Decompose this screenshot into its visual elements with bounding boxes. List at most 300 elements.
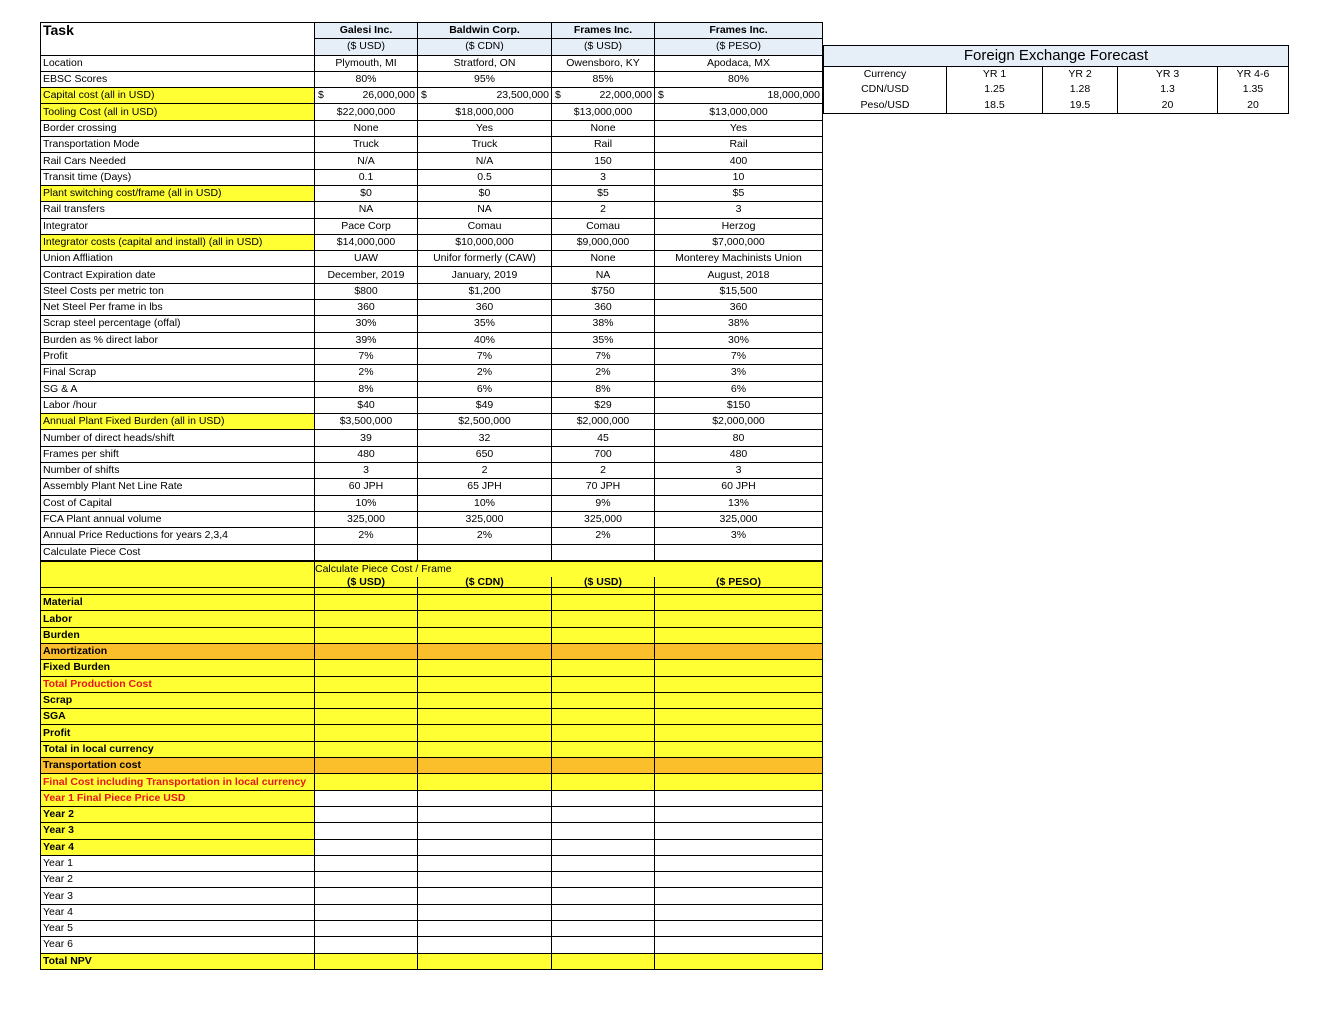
calc-input-cell[interactable] <box>418 660 552 676</box>
table-cell[interactable]: $15,500 <box>655 283 823 299</box>
table-cell[interactable]: $150 <box>655 397 823 413</box>
calc-input-cell[interactable] <box>552 709 655 725</box>
calc-row-label[interactable]: Year 4 <box>41 904 315 920</box>
row-label[interactable]: Rail transfers <box>41 202 315 218</box>
calc-input-cell[interactable] <box>315 937 418 953</box>
calc-row-label[interactable]: Scrap <box>41 692 315 708</box>
table-cell[interactable]: 95% <box>418 71 552 87</box>
calc-input-cell[interactable] <box>315 823 418 839</box>
calc-input-cell[interactable] <box>655 676 823 692</box>
table-cell[interactable]: Yes <box>655 120 823 136</box>
table-cell[interactable]: 10 <box>655 169 823 185</box>
table-cell[interactable]: 2% <box>552 528 655 544</box>
table-cell[interactable]: 360 <box>552 300 655 316</box>
table-cell[interactable]: 2 <box>552 202 655 218</box>
calc-input-cell[interactable] <box>552 904 655 920</box>
table-cell[interactable] <box>655 544 823 561</box>
table-cell[interactable]: 45 <box>552 430 655 446</box>
row-label[interactable]: Steel Costs per metric ton <box>41 283 315 299</box>
table-cell[interactable]: $22,000,000 <box>315 104 418 120</box>
calc-input-cell[interactable] <box>552 888 655 904</box>
forex-header-yr1: YR 1 <box>947 67 1043 83</box>
calc-row-label[interactable]: Profit <box>41 725 315 741</box>
table-row <box>41 267 823 283</box>
row-label[interactable]: Capital cost (all in USD) <box>41 88 315 104</box>
forex-cell[interactable]: 19.5 <box>1043 98 1118 114</box>
cell-value: 26,000,000 <box>362 89 415 102</box>
calc-input-cell[interactable] <box>418 676 552 692</box>
row-label[interactable]: FCA Plant annual volume <box>41 511 315 527</box>
table-cell[interactable]: $800 <box>315 283 418 299</box>
table-cell[interactable]: 65 JPH <box>418 479 552 495</box>
calc-input-cell[interactable] <box>315 676 418 692</box>
table-cell[interactable]: 7% <box>418 348 552 364</box>
calc-input-cell[interactable] <box>315 774 418 790</box>
table-cell[interactable]: 38% <box>655 316 823 332</box>
currency-symbol: $ <box>658 89 664 102</box>
table-cell[interactable]: 7% <box>552 348 655 364</box>
calc-input-cell[interactable] <box>655 758 823 774</box>
calc-input-cell[interactable] <box>552 953 655 969</box>
calc-input-cell[interactable] <box>655 725 823 741</box>
row-label[interactable]: Contract Expiration date <box>41 267 315 283</box>
table-cell[interactable]: None <box>552 120 655 136</box>
calc-input-cell[interactable] <box>655 741 823 757</box>
table-cell[interactable]: $40 <box>315 397 418 413</box>
table-cell[interactable]: 325,000 <box>655 511 823 527</box>
forex-title: Foreign Exchange Forecast <box>824 46 1289 67</box>
calc-input-cell[interactable] <box>315 790 418 806</box>
calc-input-cell[interactable] <box>552 921 655 937</box>
calc-row-label[interactable]: Year 3 <box>41 823 315 839</box>
calc-input-cell[interactable] <box>315 888 418 904</box>
table-cell[interactable]: $29 <box>552 397 655 413</box>
table-cell[interactable]: $0 <box>418 185 552 201</box>
calc-row <box>41 660 823 676</box>
calc-input-cell[interactable] <box>418 627 552 643</box>
calc-input-cell[interactable] <box>552 741 655 757</box>
table-cell[interactable]: 400 <box>655 153 823 169</box>
table-cell[interactable]: 360 <box>418 300 552 316</box>
calc-input-cell[interactable] <box>418 921 552 937</box>
row-label[interactable]: Calculate Piece Cost <box>41 544 315 561</box>
calc-input-cell[interactable] <box>418 839 552 855</box>
table-cell[interactable]: December, 2019 <box>315 267 418 283</box>
calc-input-cell[interactable] <box>655 937 823 953</box>
table-cell[interactable]: Herzog <box>655 218 823 234</box>
calc-input-cell[interactable] <box>418 790 552 806</box>
calc-input-cell[interactable] <box>552 758 655 774</box>
calc-input-cell[interactable] <box>418 758 552 774</box>
row-label[interactable]: Integrator costs (capital and install) (all in USD) <box>41 234 315 250</box>
forex-cell[interactable]: 18.5 <box>947 98 1043 114</box>
calc-input-cell[interactable] <box>552 725 655 741</box>
row-label[interactable]: SG & A <box>41 381 315 397</box>
calc-input-cell[interactable] <box>655 709 823 725</box>
table-cell[interactable]: 10% <box>418 495 552 511</box>
table-cell[interactable]: $0 <box>315 185 418 201</box>
calc-input-cell[interactable] <box>315 595 418 611</box>
table-cell[interactable]: 480 <box>655 446 823 462</box>
forex-header-yr4-6: YR 4-6 <box>1218 67 1289 83</box>
table-cell[interactable]: 0.5 <box>418 169 552 185</box>
forex-cell[interactable]: 20 <box>1218 98 1289 114</box>
calc-blank-cell <box>41 561 315 588</box>
table-cell[interactable]: 2 <box>418 463 552 479</box>
forex-cell[interactable]: 1.25 <box>947 82 1043 97</box>
calc-input-cell[interactable] <box>552 676 655 692</box>
calc-input-cell[interactable] <box>418 953 552 969</box>
calc-row-label[interactable]: Transportation cost <box>41 758 315 774</box>
table-cell[interactable]: N/A <box>418 153 552 169</box>
calc-input-cell[interactable] <box>655 872 823 888</box>
currency-symbol: $ <box>421 89 427 102</box>
calc-input-cell[interactable] <box>418 643 552 659</box>
row-label[interactable]: EBSC Scores <box>41 71 315 87</box>
calc-title-row <box>41 561 823 577</box>
forex-cell[interactable]: 20 <box>1118 98 1218 114</box>
table-cell[interactable]: NA <box>552 267 655 283</box>
calc-input-cell[interactable] <box>552 611 655 627</box>
table-cell[interactable]: January, 2019 <box>418 267 552 283</box>
table-cell[interactable]: 360 <box>655 300 823 316</box>
table-cell[interactable]: Rail <box>655 137 823 153</box>
table-cell[interactable]: 2% <box>418 528 552 544</box>
row-label[interactable]: Scrap steel percentage (offal) <box>41 316 315 332</box>
table-cell[interactable]: 8% <box>315 381 418 397</box>
table-cell[interactable]: 480 <box>315 446 418 462</box>
table-cell[interactable]: 2 <box>552 463 655 479</box>
table-cell[interactable]: 85% <box>552 71 655 87</box>
calc-input-cell[interactable] <box>315 839 418 855</box>
row-label[interactable]: Annual Price Reductions for years 2,3,4 <box>41 528 315 544</box>
calc-input-cell[interactable] <box>655 643 823 659</box>
calc-input-cell[interactable] <box>315 758 418 774</box>
calc-input-cell[interactable] <box>655 611 823 627</box>
table-cell[interactable]: 2% <box>315 528 418 544</box>
table-cell[interactable]: 40% <box>418 332 552 348</box>
calc-input-cell[interactable] <box>552 823 655 839</box>
table-cell[interactable]: 325,000 <box>418 511 552 527</box>
calc-input-cell[interactable] <box>315 806 418 822</box>
calc-input-cell[interactable] <box>418 725 552 741</box>
calc-row-label[interactable]: Burden <box>41 627 315 643</box>
row-label[interactable]: Net Steel Per frame in lbs <box>41 300 315 316</box>
calc-input-cell[interactable] <box>655 627 823 643</box>
table-cell[interactable]: 3 <box>655 202 823 218</box>
calc-input-cell[interactable] <box>552 839 655 855</box>
table-cell[interactable]: 3% <box>655 528 823 544</box>
row-label[interactable]: Annual Plant Fixed Burden (all in USD) <box>41 414 315 430</box>
table-cell[interactable] <box>552 544 655 561</box>
table-cell[interactable]: 150 <box>552 153 655 169</box>
calc-row-label[interactable]: Final Cost including Transportation in local currency <box>41 774 315 790</box>
calc-input-cell[interactable] <box>418 855 552 871</box>
table-cell[interactable]: $2,000,000 <box>655 414 823 430</box>
calc-row-label[interactable]: Year 2 <box>41 872 315 888</box>
row-label[interactable]: Frames per shift <box>41 446 315 462</box>
table-cell[interactable]: 10% <box>315 495 418 511</box>
table-row <box>41 137 823 153</box>
table-cell[interactable]: 13% <box>655 495 823 511</box>
calc-row-label[interactable]: Material <box>41 595 315 611</box>
table-cell[interactable]: N/A <box>315 153 418 169</box>
table-cell[interactable]: NA <box>418 202 552 218</box>
calc-input-cell[interactable] <box>418 823 552 839</box>
calc-row-label[interactable]: Year 3 <box>41 888 315 904</box>
row-label[interactable]: Final Scrap <box>41 365 315 381</box>
calc-input-cell[interactable] <box>552 855 655 871</box>
table-cell[interactable]: $9,000,000 <box>552 234 655 250</box>
calc-row-label[interactable]: Year 2 <box>41 806 315 822</box>
row-label[interactable]: Assembly Plant Net Line Rate <box>41 479 315 495</box>
table-cell[interactable]: $18,000,000 <box>418 104 552 120</box>
table-cell[interactable]: $2,000,000 <box>552 414 655 430</box>
calc-input-cell[interactable] <box>552 692 655 708</box>
calc-input-cell[interactable] <box>315 904 418 920</box>
calc-input-cell[interactable] <box>655 855 823 871</box>
calc-input-cell[interactable] <box>655 692 823 708</box>
table-cell[interactable]: Yes <box>418 120 552 136</box>
row-label[interactable]: Number of direct heads/shift <box>41 430 315 446</box>
calc-input-cell[interactable] <box>418 904 552 920</box>
row-label[interactable]: Location <box>41 55 315 71</box>
table-cell[interactable]: 39 <box>315 430 418 446</box>
calc-input-cell[interactable] <box>552 806 655 822</box>
table-cell[interactable]: 60 JPH <box>315 479 418 495</box>
calc-input-cell[interactable] <box>418 595 552 611</box>
table-cell[interactable]: 7% <box>315 348 418 364</box>
calc-input-cell[interactable] <box>315 709 418 725</box>
calc-input-cell[interactable] <box>418 937 552 953</box>
calc-row-label[interactable]: Labor <box>41 611 315 627</box>
table-cell[interactable]: 80% <box>655 71 823 87</box>
table-cell[interactable]: 9% <box>552 495 655 511</box>
table-cell[interactable]: Plymouth, MI <box>315 55 418 71</box>
table-cell[interactable] <box>418 88 552 104</box>
table-cell[interactable]: $49 <box>418 397 552 413</box>
calc-input-cell[interactable] <box>655 806 823 822</box>
table-cell[interactable]: $10,000,000 <box>418 234 552 250</box>
row-label[interactable]: Union Affliation <box>41 251 315 267</box>
table-cell[interactable] <box>552 88 655 104</box>
table-cell[interactable]: UAW <box>315 251 418 267</box>
table-cell[interactable]: 35% <box>552 332 655 348</box>
calc-row <box>41 790 823 806</box>
row-label[interactable]: Integrator <box>41 218 315 234</box>
company-name: Frames Inc. <box>552 23 655 39</box>
table-row <box>41 234 823 250</box>
calc-input-cell[interactable] <box>418 611 552 627</box>
table-cell[interactable]: 2% <box>552 365 655 381</box>
row-label[interactable]: Tooling Cost (all in USD) <box>41 104 315 120</box>
calc-input-cell[interactable] <box>655 774 823 790</box>
row-label[interactable]: Burden as % direct labor <box>41 332 315 348</box>
calc-row-label[interactable]: Total NPV <box>41 953 315 969</box>
table-cell[interactable]: Comau <box>418 218 552 234</box>
table-row <box>41 120 823 136</box>
calc-input-cell[interactable] <box>552 872 655 888</box>
row-label[interactable]: Border crossing <box>41 120 315 136</box>
table-cell[interactable]: 325,000 <box>315 511 418 527</box>
table-cell[interactable]: 2% <box>315 365 418 381</box>
calc-input-cell[interactable] <box>655 904 823 920</box>
table-cell[interactable]: None <box>315 120 418 136</box>
calc-input-cell[interactable] <box>655 790 823 806</box>
calc-input-cell[interactable] <box>655 823 823 839</box>
calc-input-cell[interactable] <box>315 611 418 627</box>
company-currency: ($ USD) <box>552 39 655 55</box>
table-cell[interactable]: $5 <box>655 185 823 201</box>
calc-input-cell[interactable] <box>655 595 823 611</box>
table-cell[interactable]: Stratford, ON <box>418 55 552 71</box>
forex-cell[interactable]: Peso/USD <box>824 98 947 114</box>
table-cell[interactable]: 6% <box>418 381 552 397</box>
table-cell[interactable]: 30% <box>655 332 823 348</box>
table-cell[interactable]: 3 <box>315 463 418 479</box>
calc-input-cell[interactable] <box>315 725 418 741</box>
calc-input-cell[interactable] <box>552 595 655 611</box>
calc-input-cell[interactable] <box>552 790 655 806</box>
calc-input-cell[interactable] <box>315 855 418 871</box>
table-cell[interactable]: 6% <box>655 381 823 397</box>
row-label[interactable]: Transit time (Days) <box>41 169 315 185</box>
table-cell[interactable]: NA <box>315 202 418 218</box>
calc-row-label[interactable]: SGA <box>41 709 315 725</box>
table-cell[interactable]: 60 JPH <box>655 479 823 495</box>
calc-row <box>41 595 823 611</box>
row-label[interactable]: Cost of Capital <box>41 495 315 511</box>
table-cell[interactable] <box>655 88 823 104</box>
table-cell[interactable]: 360 <box>315 300 418 316</box>
table-cell[interactable]: 8% <box>552 381 655 397</box>
calc-row-label[interactable]: Total Production Cost <box>41 676 315 692</box>
table-cell[interactable]: $3,500,000 <box>315 414 418 430</box>
calc-input-cell[interactable] <box>552 774 655 790</box>
table-cell[interactable]: $2,500,000 <box>418 414 552 430</box>
calc-row-label[interactable]: Year 4 <box>41 839 315 855</box>
row-label[interactable]: Labor /hour <box>41 397 315 413</box>
table-cell[interactable]: 7% <box>655 348 823 364</box>
calc-input-cell[interactable] <box>655 888 823 904</box>
calc-input-cell[interactable] <box>315 643 418 659</box>
row-label[interactable]: Rail Cars Needed <box>41 153 315 169</box>
table-cell[interactable]: None <box>552 251 655 267</box>
table-cell[interactable]: $750 <box>552 283 655 299</box>
table-cell[interactable]: Truck <box>418 137 552 153</box>
calc-input-cell[interactable] <box>552 937 655 953</box>
table-cell[interactable]: 3 <box>552 169 655 185</box>
calc-input-cell[interactable] <box>655 921 823 937</box>
table-cell[interactable]: $13,000,000 <box>655 104 823 120</box>
calc-input-cell[interactable] <box>315 872 418 888</box>
calc-input-cell[interactable] <box>418 872 552 888</box>
calc-row-label[interactable]: Year 5 <box>41 921 315 937</box>
calc-input-cell[interactable] <box>315 692 418 708</box>
table-cell[interactable]: $13,000,000 <box>552 104 655 120</box>
forex-cell[interactable]: 1.3 <box>1118 82 1218 97</box>
forex-cell[interactable]: 1.35 <box>1218 82 1289 97</box>
company-currency: ($ USD) <box>315 39 418 55</box>
table-cell[interactable]: 3 <box>655 463 823 479</box>
calc-input-cell[interactable] <box>655 839 823 855</box>
table-cell[interactable]: Truck <box>315 137 418 153</box>
table-cell[interactable] <box>418 544 552 561</box>
table-cell[interactable]: Monterey Machinists Union <box>655 251 823 267</box>
calc-input-cell[interactable] <box>418 774 552 790</box>
row-label[interactable]: Profit <box>41 348 315 364</box>
calc-input-cell[interactable] <box>315 953 418 969</box>
table-cell[interactable]: 39% <box>315 332 418 348</box>
table-cell[interactable]: $7,000,000 <box>655 234 823 250</box>
calc-row-label[interactable]: Total in local currency <box>41 741 315 757</box>
table-cell[interactable]: 80% <box>315 71 418 87</box>
calc-row-label[interactable]: Year 1 <box>41 855 315 871</box>
table-cell[interactable]: Pace Corp <box>315 218 418 234</box>
table-cell[interactable]: Rail <box>552 137 655 153</box>
table-cell[interactable]: 325,000 <box>552 511 655 527</box>
calc-input-cell[interactable] <box>655 660 823 676</box>
calc-input-cell[interactable] <box>315 660 418 676</box>
calc-input-cell[interactable] <box>552 660 655 676</box>
table-cell[interactable]: 30% <box>315 316 418 332</box>
calc-input-cell[interactable] <box>418 692 552 708</box>
row-label[interactable]: Plant switching cost/frame (all in USD) <box>41 185 315 201</box>
table-cell[interactable]: 0.1 <box>315 169 418 185</box>
calc-input-cell[interactable] <box>655 953 823 969</box>
table-cell[interactable]: 650 <box>418 446 552 462</box>
table-cell[interactable]: $1,200 <box>418 283 552 299</box>
calc-row-label[interactable]: Year 6 <box>41 937 315 953</box>
calc-input-cell[interactable] <box>418 709 552 725</box>
calc-row-label[interactable]: Amortization <box>41 643 315 659</box>
calc-row-label[interactable]: Year 1 Final Piece Price USD <box>41 790 315 806</box>
calc-input-cell[interactable] <box>315 921 418 937</box>
calc-input-cell[interactable] <box>418 888 552 904</box>
table-cell[interactable]: August, 2018 <box>655 267 823 283</box>
table-cell[interactable]: Unifor formerly (CAW) <box>418 251 552 267</box>
table-cell[interactable]: Owensboro, KY <box>552 55 655 71</box>
calc-input-cell[interactable] <box>552 643 655 659</box>
task-header: Task <box>41 23 315 56</box>
table-row <box>41 218 823 234</box>
table-cell[interactable]: 3% <box>655 365 823 381</box>
calc-input-cell[interactable] <box>418 741 552 757</box>
table-cell[interactable] <box>315 544 418 561</box>
row-label[interactable]: Transportation Mode <box>41 137 315 153</box>
forex-cell[interactable]: 1.28 <box>1043 82 1118 97</box>
table-cell[interactable]: Apodaca, MX <box>655 55 823 71</box>
calc-input-cell[interactable] <box>552 627 655 643</box>
table-cell[interactable]: $5 <box>552 185 655 201</box>
table-cell[interactable]: 35% <box>418 316 552 332</box>
table-cell[interactable]: 70 JPH <box>552 479 655 495</box>
row-label[interactable]: Number of shifts <box>41 463 315 479</box>
table-cell[interactable]: 700 <box>552 446 655 462</box>
table-cell[interactable]: 32 <box>418 430 552 446</box>
table-cell[interactable]: $14,000,000 <box>315 234 418 250</box>
table-cell[interactable] <box>315 88 418 104</box>
calc-input-cell[interactable] <box>315 741 418 757</box>
table-cell[interactable]: 38% <box>552 316 655 332</box>
table-cell[interactable]: 80 <box>655 430 823 446</box>
forex-cell[interactable]: CDN/USD <box>824 82 947 97</box>
table-cell[interactable]: 2% <box>418 365 552 381</box>
calc-input-cell[interactable] <box>418 806 552 822</box>
table-cell[interactable]: Comau <box>552 218 655 234</box>
calc-input-cell[interactable] <box>315 627 418 643</box>
calc-row-label[interactable]: Fixed Burden <box>41 660 315 676</box>
